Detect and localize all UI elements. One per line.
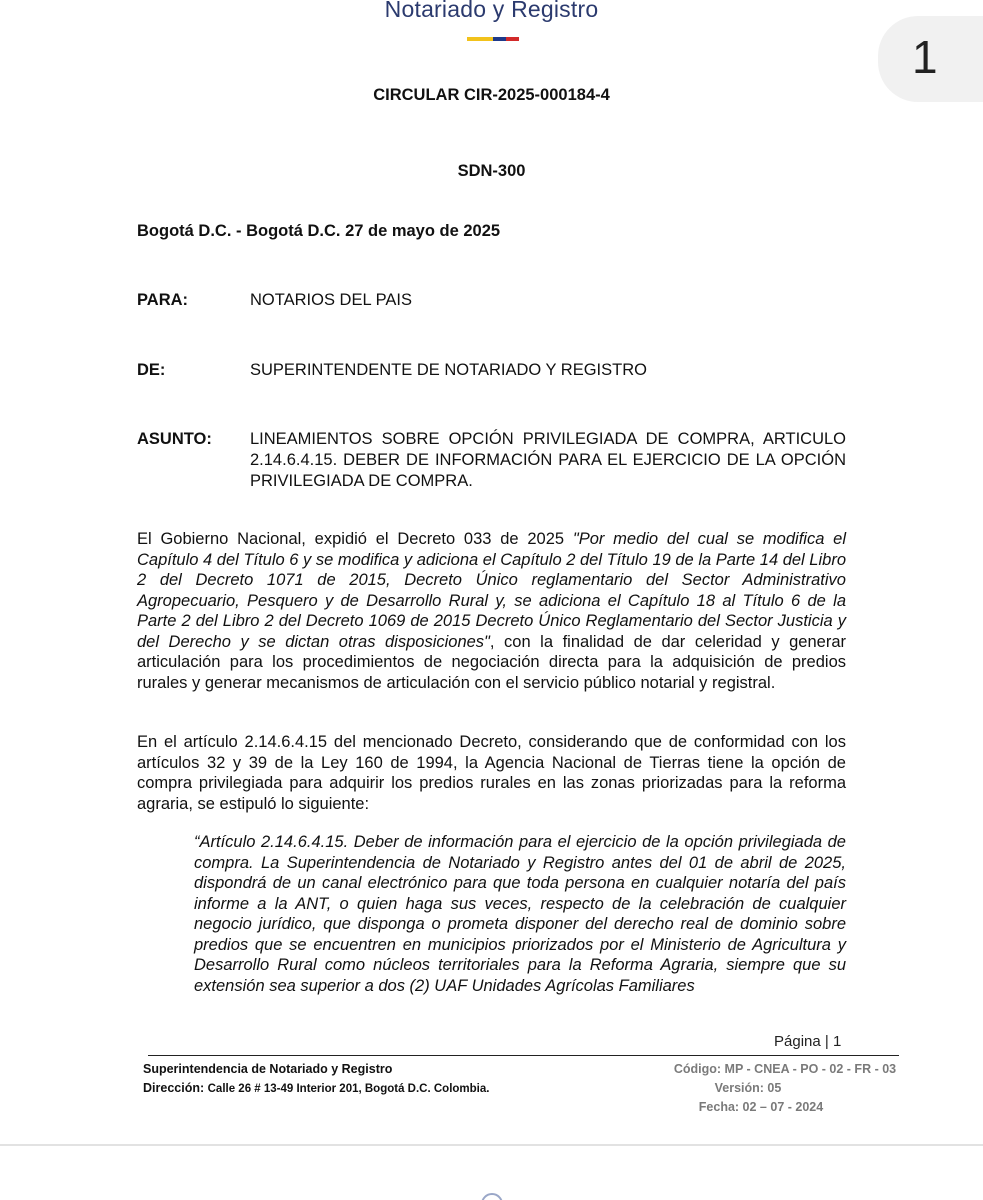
asunto-value: LINEAMIENTOS SOBRE OPCIÓN PRIVILEGIADA DE COMPRA, ARTICULO 2.14.6.4.15. DEBER DE INFORMACIÓN PARA EL EJERCICIO DE LA OPCIÓN PRIVILEGIADA DE COMPRA. [250, 430, 846, 490]
footer-address [143, 1081, 489, 1095]
flag-blue [493, 37, 506, 41]
footer-version: Versión: 05 [714, 1081, 782, 1095]
footer-page-number: Página | 1 [774, 1033, 842, 1050]
page-number-badge-value: 1 [912, 31, 938, 83]
paragraph-2: En el artículo 2.14.6.4.15 del mencionado Decreto, considerando que de conformidad con los artículos 32 y 39 de la Ley 160 de 1994, la Agencia Nacional de Tierras tiene la opción de compra privilegiada para adquirir los predios rurales en las zonas priorizadas para la reforma agraria, se estipuló lo siguiente: [137, 733, 846, 813]
footer-divider [148, 1055, 899, 1056]
para-value: NOTARIOS DEL PAIS [250, 291, 412, 309]
logo-text: Notariado y Registro [384, 0, 599, 22]
para-label: PARA: [137, 291, 189, 309]
footer-address-label: Dirección: [143, 1081, 205, 1095]
place-date: Bogotá D.C. - Bogotá D.C. 27 de mayo de 2025 [137, 222, 501, 240]
footer-address-value: Calle 26 # 13-49 Interior 201, Bogotá D.C. Colombia. [207, 1083, 490, 1095]
paragraph-1-decree-title: "Por medio del cual se modifica el Capítulo 4 del Título 6 y se modifica y adiciona el Capítulo 2 del Título 19 de la Parte 14 del Libro 2 del Decreto 1071 de 2015, Decreto Único reglamentario del Sector Administrativo Agropecuario, Pesquero y de Desarrollo Rural y, se adiciona el Capítulo 18 al Título 6 de la Parte 2 del Libro 2 del Decreto 1069 de 2015 Decreto Único Reglamentario del Sector Justicia y del Derecho y se dictan otras disposiciones" [137, 530, 847, 651]
de-label: DE: [137, 361, 166, 379]
article-quote: “Artículo 2.14.6.4.15. Deber de información para el ejercicio de la opción privilegiada de compra. La Superintendencia de Notariado y Registro antes del 01 de abril de 2025, dispondrá de un canal electrónico para que toda persona en cualquier notaría del país informe a la ANT, o quien haga sus veces, respecto de la celebración de cualquier negocio jurídico, que disponga o prometa disponer del derecho real de dominio sobre predios que se encuentren en municipios priorizados por el Ministerio de Agricultura y Desarrollo Rural como núcleos territoriales para la Reforma Agraria, siempre que su extensión sea superior a dos (2) UAF Unidades Agrícolas Familiares [194, 833, 846, 995]
paragraph-1 [137, 529, 846, 693]
asunto-label: ASUNTO: [137, 430, 212, 448]
paragraph-1-rest: , con la finalidad de dar celeridad y generar articulación para los procedimientos de negociación directa para la adquisición de predios rurales y generar mecanismos de articulación con el servicio público notarial y registral. [137, 632, 846, 692]
page-separator [0, 1144, 983, 1146]
flag-stripe [467, 37, 519, 41]
de-value: SUPERINTENDENTE DE NOTARIADO Y REGISTRO [250, 361, 647, 379]
flag-red [506, 37, 519, 41]
circular-number: CIRCULAR CIR-2025-000184-4 [373, 86, 610, 104]
footer-entity: Superintendencia de Notariado y Registro [143, 1062, 393, 1076]
footer-date: Fecha: 02 – 07 - 2024 [698, 1100, 824, 1114]
paragraph-1-intro: El Gobierno Nacional, expidió el Decreto 033 de 2025 [137, 530, 573, 548]
footer-code: Código: MP - CNEA - PO - 02 - FR - 03 [673, 1062, 897, 1076]
next-page-logo-icon [478, 1190, 506, 1200]
document-code: SDN-300 [457, 162, 526, 180]
flag-yellow [467, 37, 493, 41]
